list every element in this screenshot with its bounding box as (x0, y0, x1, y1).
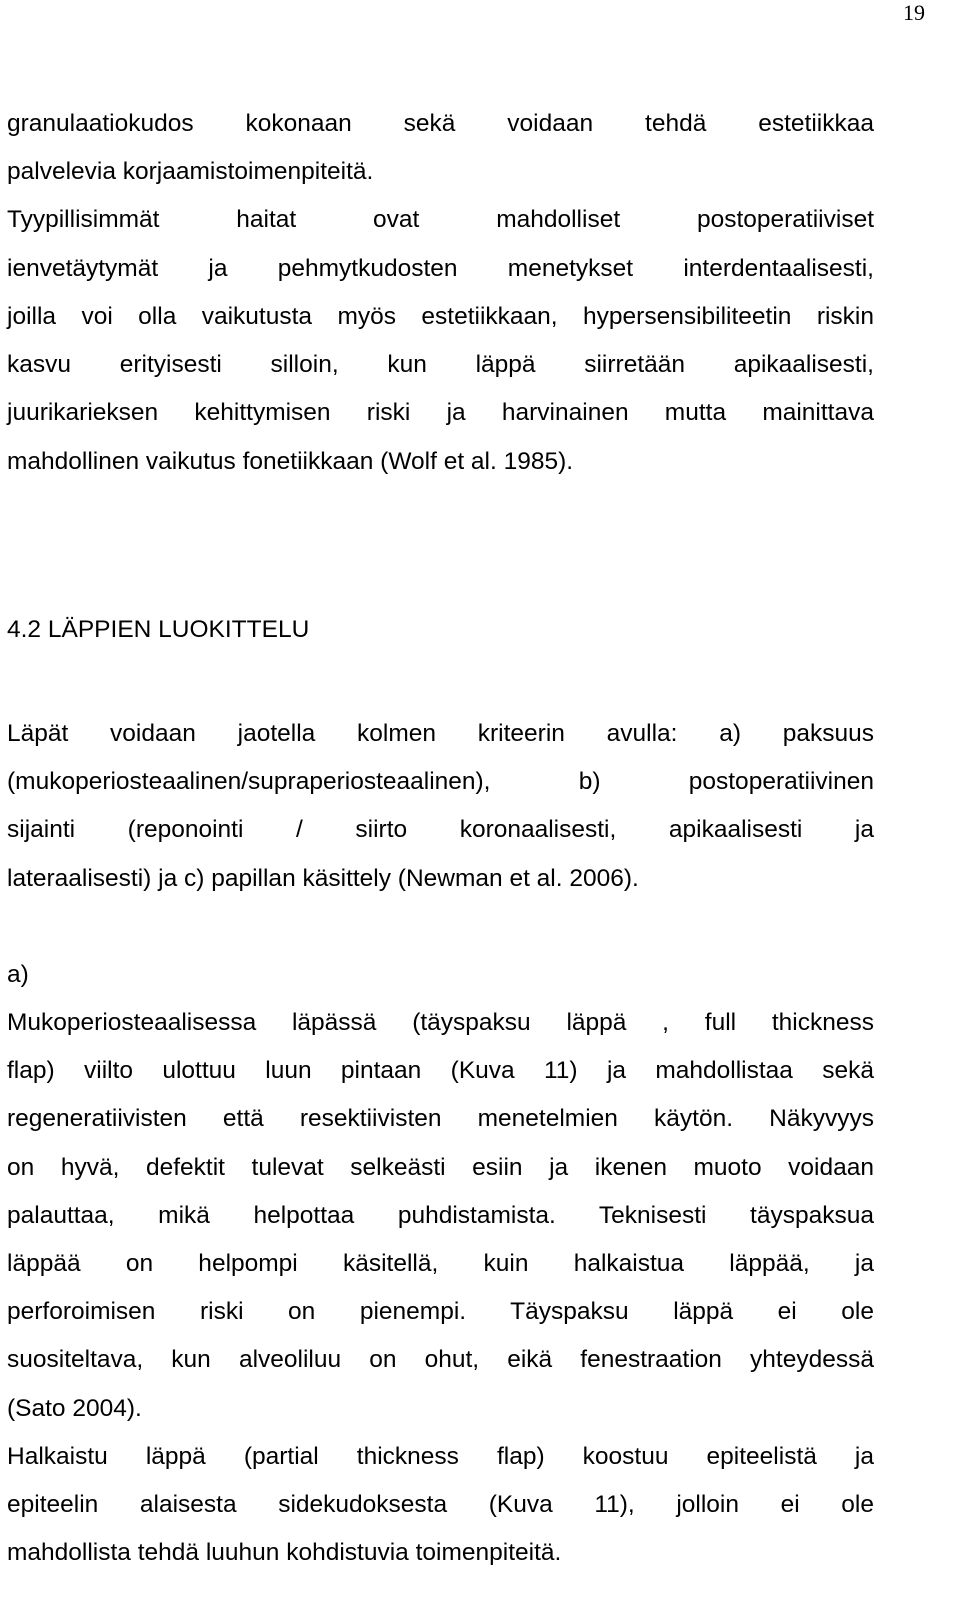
section-heading: 4.2 LÄPPIEN LUOKITTELU (7, 616, 310, 643)
text-line: juurikarieksen kehittymisen riski ja harvinainen mutta mainittava (7, 399, 874, 426)
text-line: Mukoperiosteaalisessa läpässä (täyspaksu läppä , full thickness (7, 1009, 874, 1036)
text-line: Halkaistu läppä (partial thickness flap) koostuu epiteelistä ja (7, 1443, 874, 1470)
text-line: (Sato 2004). (7, 1395, 142, 1422)
text-line: läppää on helpompi käsitellä, kuin halkaistua läppää, ja (7, 1250, 874, 1277)
text-line: sijainti (reponointi / siirto koronaalisesti, apikaalisesti ja (7, 816, 874, 843)
text-line: (mukoperiosteaalinen/supraperiosteaalinen), b) postoperatiivinen (7, 768, 874, 795)
text-line: perforoimisen riski on pienempi. Täyspaksu läppä ei ole (7, 1298, 874, 1325)
text-line: epiteelin alaisesta sidekudoksesta (Kuva 11), jolloin ei ole (7, 1491, 874, 1518)
page-number: 19 (903, 0, 925, 25)
text-line: joilla voi olla vaikutusta myös estetiikkaan, hypersensibiliteetin riskin (7, 303, 874, 330)
text-line: kasvu erityisesti silloin, kun läppä siirretään apikaalisesti, (7, 351, 874, 378)
text-line: regeneratiivisten että resektiivisten menetelmien käytön. Näkyvyys (7, 1105, 874, 1132)
text-line: lateraalisesti) ja c) papillan käsittely (Newman et al. 2006). (7, 865, 639, 892)
text-line: Läpät voidaan jaotella kolmen kriteerin avulla: a) paksuus (7, 720, 874, 747)
item-label: a) (7, 961, 29, 988)
text-line: flap) viilto ulottuu luun pintaan (Kuva 11) ja mahdollistaa sekä (7, 1057, 874, 1084)
text-line: palvelevia korjaamistoimenpiteitä. (7, 158, 374, 185)
text-line: granulaatiokudos kokonaan sekä voidaan tehdä estetiikkaa (7, 110, 874, 137)
text-line: palauttaa, mikä helpottaa puhdistamista. Teknisesti täyspaksua (7, 1202, 874, 1229)
text-line: Tyypillisimmät haitat ovat mahdolliset postoperatiiviset (7, 206, 874, 233)
text-line: ienvetäytymät ja pehmytkudosten menetykset interdentaalisesti, (7, 255, 874, 282)
text-line: on hyvä, defektit tulevat selkeästi esiin ja ikenen muoto voidaan (7, 1154, 874, 1181)
text-line: suositeltava, kun alveoliluu on ohut, eikä fenestraation yhteydessä (7, 1346, 874, 1373)
text-line: mahdollista tehdä luuhun kohdistuvia toimenpiteitä. (7, 1539, 562, 1566)
text-line: mahdollinen vaikutus fonetiikkaan (Wolf et al. 1985). (7, 448, 574, 475)
